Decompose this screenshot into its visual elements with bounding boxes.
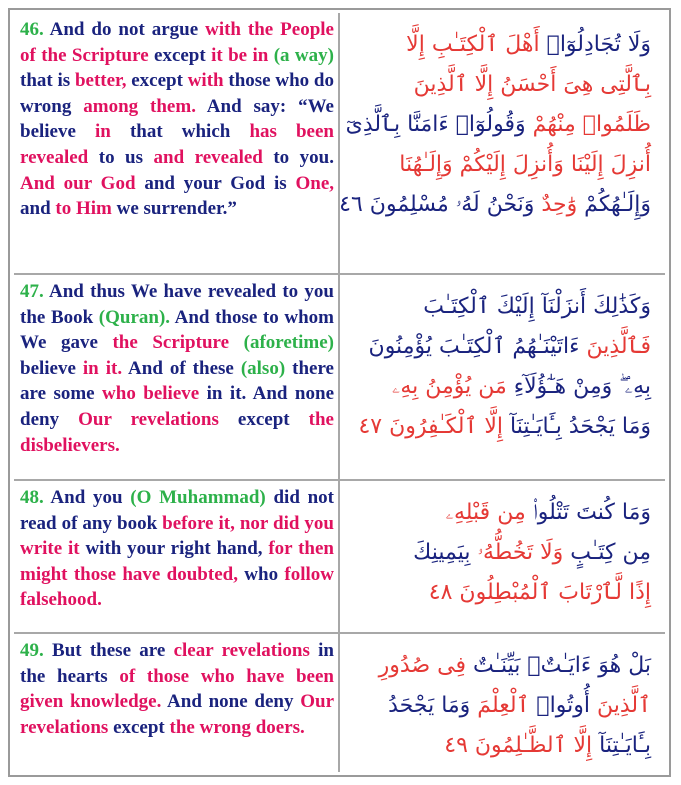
verse-text-segment: better, [74, 70, 127, 92]
verse-text-segment: of those who have been given [20, 665, 334, 713]
arabic-text [339, 13, 665, 273]
arabic-line [350, 686, 651, 726]
verse-text-segment: And those to whom We gave [20, 306, 334, 354]
arabic-segment: ظَلَمُوا۟ مِنْهُمْ [525, 112, 651, 137]
arabic-line [345, 105, 651, 145]
arabic-line [339, 185, 651, 225]
verse-text-segment: in [95, 121, 111, 143]
arabic-line [350, 367, 651, 407]
arabic-segment: بِهِۦ ۖ وَمِنْ هَـٰٓؤُلَآءِ [506, 374, 651, 399]
arabic-segment: مِن كِتَـٰبٍ [563, 540, 651, 565]
verse-text-segment: the disbelievers. [20, 408, 334, 456]
verse-text-segment: in it. [82, 357, 123, 379]
verse-text-segment: and your God is [135, 172, 296, 194]
arabic-line [350, 407, 651, 447]
verse-text-segment: the wrong doers. [169, 716, 305, 738]
arabic-segment: بِٱلَّتِى هِىَ أَحْسَنُ [493, 72, 651, 97]
arabic-segment: وَلَا تَخُطُّهُۥ [470, 540, 564, 565]
arabic-segment: ٱلَّذِينَ [589, 693, 651, 718]
verse-text-segment: And you [43, 487, 131, 508]
verse-text-segment: Our revelations [20, 691, 334, 738]
verse-table [8, 8, 671, 777]
verse-text-segment: (a way) [268, 44, 334, 66]
verse-text-segment: to us [88, 146, 154, 168]
verse-text-segment: with the People of the Scripture [20, 19, 334, 66]
verse-text-segment: with your right hand, [79, 538, 269, 560]
arabic-line [350, 533, 651, 573]
english-translation [14, 275, 340, 479]
verse-text-segment: among them. [83, 95, 196, 117]
arabic-segment: إِلَّا ٱلْكَـٰفِرُونَ ٤٧ [358, 414, 504, 439]
arabic-segment: وَمَا يَجْحَدُ بِـَٔايَـٰتِنَآ [503, 414, 651, 439]
arabic-text [342, 481, 665, 632]
verse-text-segment: has been revealed [20, 121, 334, 168]
verse-text-segment: 48. [20, 487, 44, 508]
arabic-segment: إِلَّا ٱلظَّـٰلِمُونَ ٤٩ [444, 733, 593, 758]
arabic-line [350, 327, 651, 367]
arabic-line [350, 145, 651, 185]
verse-text-segment: But these are [43, 640, 174, 661]
verse-text-segment: And none deny [161, 691, 301, 713]
verse-row [14, 275, 665, 481]
arabic-segment: مِن قَبْلِهِۦ [445, 500, 526, 525]
verse-text-segment: before it, nor did you write it [20, 512, 334, 560]
verse-text-segment: (also) [240, 357, 286, 379]
verse-text-segment: and [20, 198, 56, 220]
verse-text-segment: except [108, 716, 170, 738]
verse-text-segment: 47. [20, 281, 44, 302]
verse-text-segment: (aforetime) [229, 332, 334, 354]
verse-text-segment: for then might those have doubted, [20, 538, 334, 585]
verse-text-segment: that is [20, 70, 75, 92]
verse-text-segment: And our God [20, 172, 136, 194]
verse-text-segment: follow falsehood. [20, 563, 335, 611]
arabic-line [350, 493, 651, 533]
verse-text-segment: in the hearts [20, 640, 334, 687]
arabic-line [350, 726, 651, 766]
verse-row [14, 13, 665, 275]
verse-text-segment: except [218, 408, 309, 430]
arabic-segment: وَقُولُوٓا۟ ءَامَنَّا بِٱلَّذِىٓ [345, 112, 526, 137]
verse-text-segment: who [237, 563, 285, 585]
verse-text-segment: did not read of any book [20, 487, 334, 534]
arabic-segment: ٱلْعِلْمَ [470, 693, 530, 718]
verse-text-segment: And do not argue [43, 19, 206, 40]
arabic-segment: ءَاتَيْنَـٰهُمُ ٱلْكِتَـٰبَ يُؤْمِنُونَ [368, 334, 580, 359]
arabic-segment: بِيَمِينِكَ [413, 540, 471, 565]
arabic-segment: مَن يُؤْمِنُ بِهِۦ [391, 374, 507, 399]
verse-text-segment: to you. [262, 146, 334, 168]
arabic-segment: إِلَّا ٱلَّذِينَ [413, 72, 494, 97]
verse-text-segment: to Him [55, 198, 112, 220]
arabic-segment: إِذًا لَّٱرْتَابَ ٱلْمُبْطِلُونَ ٤٨ [428, 580, 651, 605]
arabic-segment: وَإِلَـٰهُنَا [399, 152, 453, 177]
verse-text-segment: 46. [20, 19, 44, 40]
verse-text-segment: those who do wrong [20, 70, 334, 117]
arabic-segment: وَكَذَٰلِكَ أَنزَلْنَآ إِلَيْكَ ٱلْكِتَـٰبَ [423, 294, 651, 319]
verse-text-segment: it be in [211, 44, 269, 66]
arabic-segment: بِـَٔايَـٰتِنَآ [592, 733, 651, 758]
verse-text-segment: And say: “We believe [20, 95, 334, 143]
verse-text-segment: there are some [20, 357, 334, 405]
arabic-segment: بَلْ هُوَ ءَايَـٰتٌۢ بَيِّنَـٰتٌ [465, 653, 651, 678]
verse-text-segment: we surrender.” [111, 198, 237, 220]
verse-text-segment: believe [20, 357, 83, 379]
english-translation [14, 634, 340, 772]
arabic-segment: أَهْلَ ٱلْكِتَـٰبِ إِلَّا [406, 32, 540, 57]
verse-text-segment: except [126, 70, 188, 92]
verse-text-segment: that which [110, 121, 250, 143]
verse-row [14, 634, 665, 772]
verse-text-segment: the Scripture [112, 332, 230, 354]
arabic-segment: فِى صُدُورِ [378, 653, 466, 678]
verse-text-segment: (O Muhammad) [130, 487, 266, 508]
verse-text-segment: knowledge. [63, 691, 162, 713]
english-translation [14, 481, 340, 632]
arabic-line [350, 25, 651, 65]
verse-text-segment: Our revelations [78, 408, 219, 430]
verse-text-segment: with [187, 70, 224, 92]
verse-text-segment: And thus We have revealed to you the Book [20, 281, 334, 328]
arabic-segment: أُنزِلَ إِلَيْنَا وَأُنزِلَ إِلَيْكُمْ [452, 152, 651, 177]
verse-text-segment: 49. [20, 640, 44, 661]
arabic-text [342, 634, 665, 772]
verse-text-segment: And of these [122, 357, 241, 379]
verse-text-segment: clear revelations [173, 640, 310, 661]
verse-text-segment: One, [295, 172, 334, 194]
arabic-line [350, 287, 651, 327]
english-translation [14, 13, 340, 273]
arabic-segment: وَإِلَـٰهُكُمْ [577, 192, 651, 217]
verse-text-segment: in it. And none deny [20, 383, 335, 430]
verse-text-segment: except [148, 44, 212, 66]
verse-text-segment: and revealed [153, 146, 263, 168]
arabic-segment: وَنَحْنُ لَهُۥ مُسْلِمُونَ ٤٦ [339, 192, 535, 217]
arabic-segment: فَٱلَّذِينَ [579, 334, 651, 359]
arabic-segment: وَلَا تُجَادِلُوٓا۟ [539, 32, 651, 57]
arabic-segment: وَٰحِدٌ [534, 192, 578, 217]
arabic-line [350, 65, 651, 105]
arabic-segment: وَمَا كُنتَ تَتْلُوا۟ [525, 500, 651, 525]
arabic-segment: أُوتُوا۟ [529, 693, 590, 718]
arabic-segment: وَمَا يَجْحَدُ [388, 693, 471, 718]
verse-text-segment: (Quran). [98, 306, 171, 328]
arabic-line [350, 646, 651, 686]
arabic-text [342, 275, 665, 479]
arabic-line [350, 573, 651, 613]
verse-row [14, 481, 665, 634]
verse-text-segment: who believe [102, 383, 200, 405]
